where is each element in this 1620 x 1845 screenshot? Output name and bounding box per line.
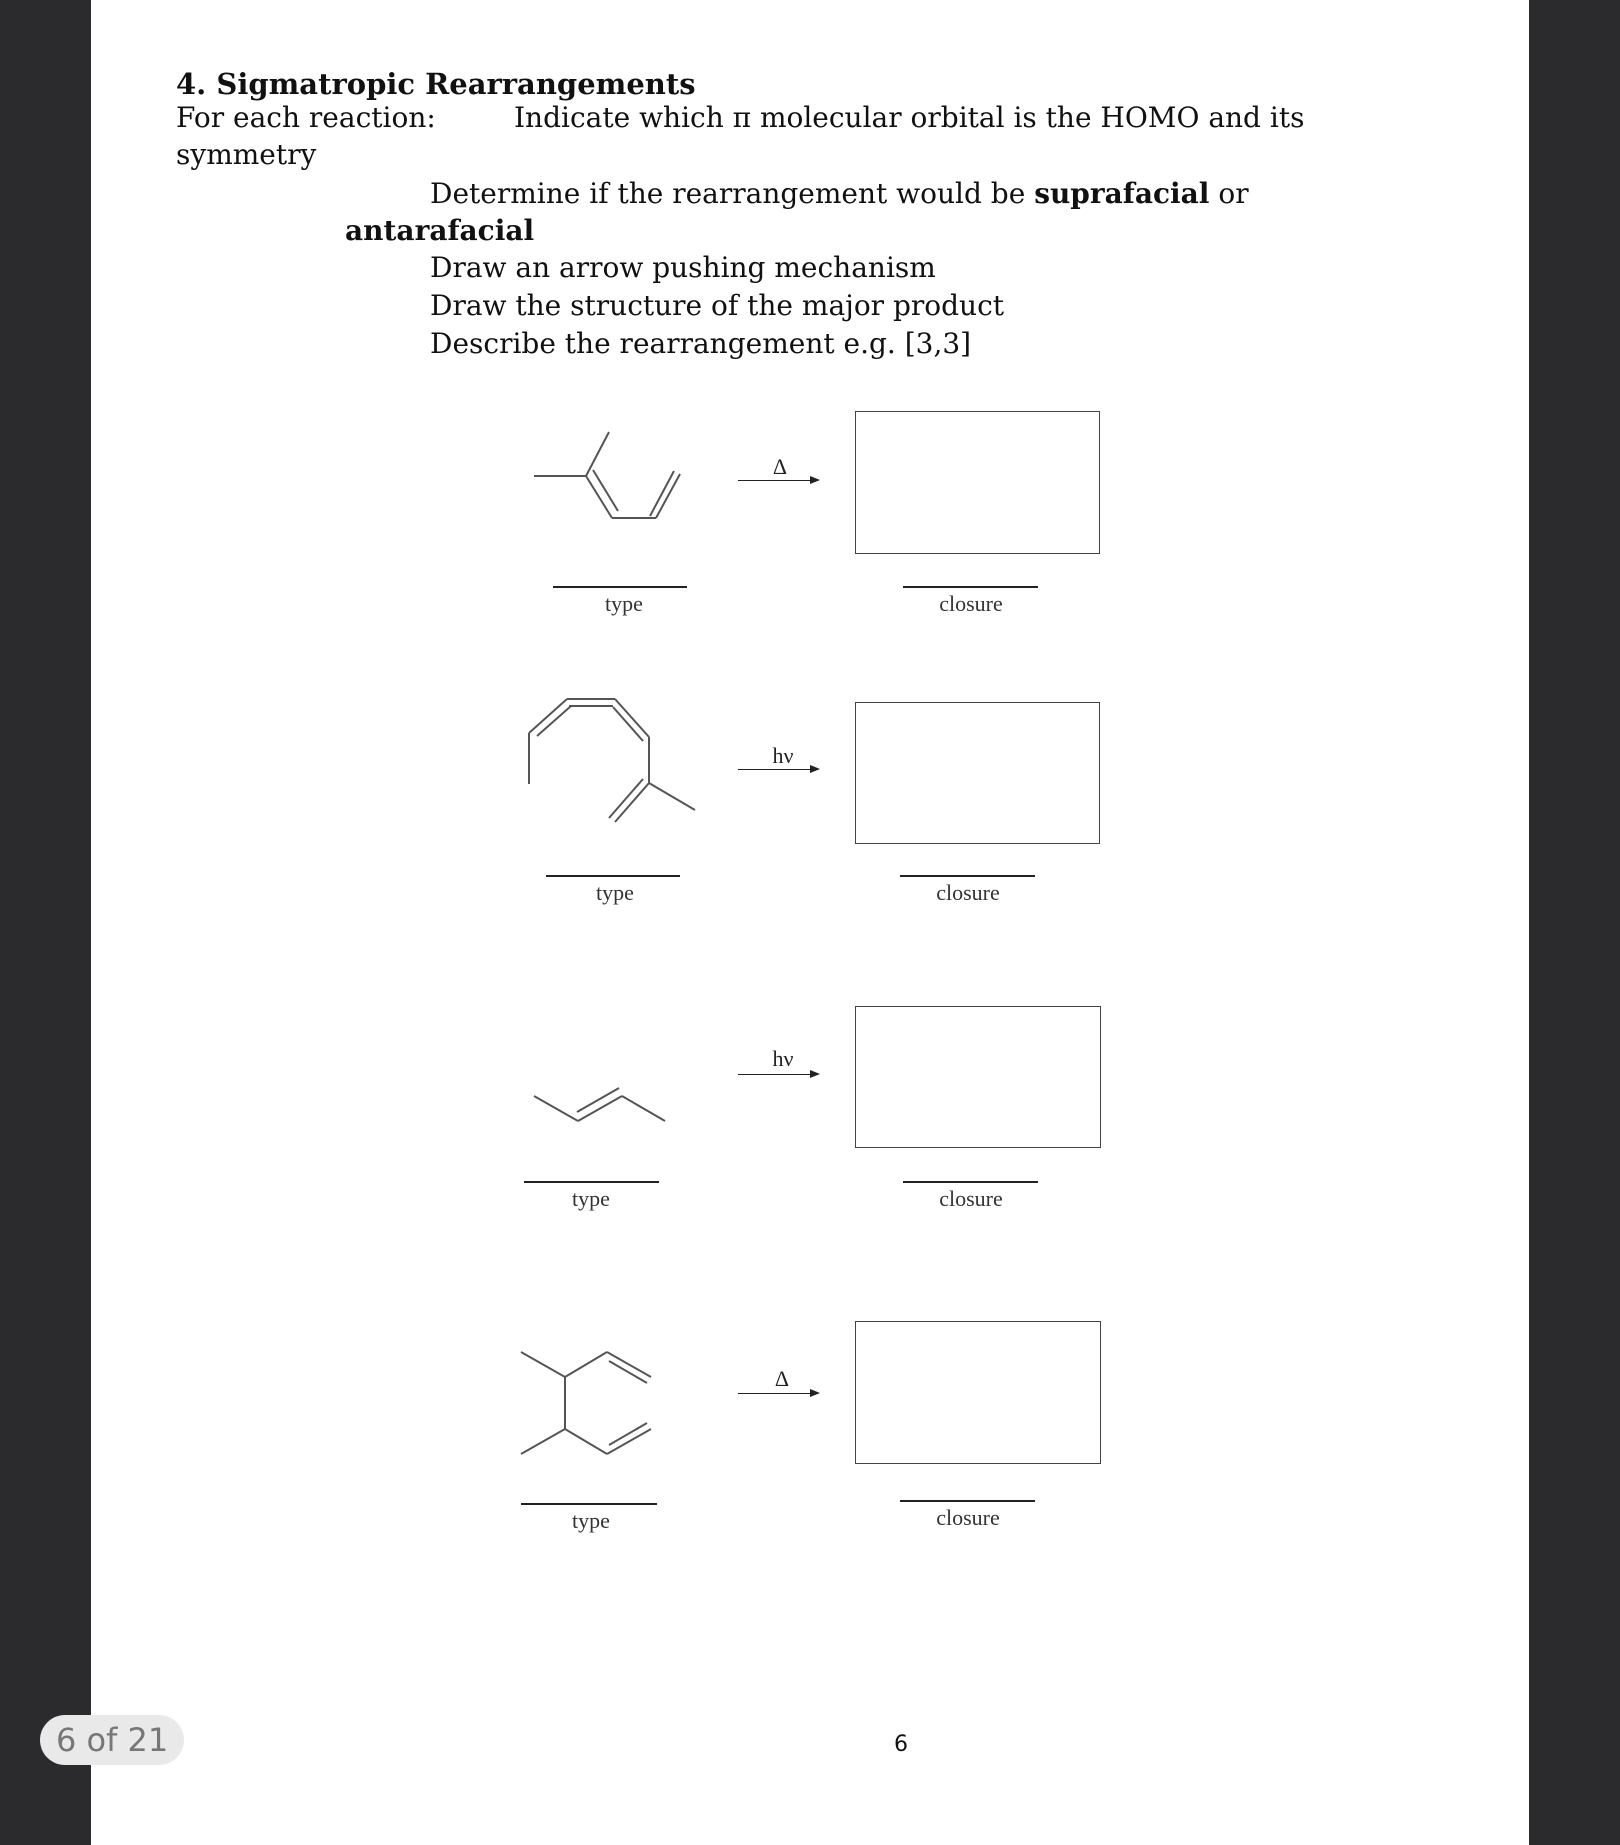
instruction-product: Draw the structure of the major product	[430, 289, 1005, 322]
reaction-3-product-box[interactable]	[855, 1006, 1101, 1148]
page-indicator: 6 of 21	[40, 1715, 184, 1765]
instruction-describe: Describe the rearrangement e.g. [3,3]	[430, 327, 972, 360]
reaction-3-closure-label: closure	[939, 1186, 1003, 1211]
instruction-facial-suprafacial: suprafacial	[1034, 177, 1210, 210]
reaction-2-product-box[interactable]	[855, 702, 1100, 844]
reaction-4-type-blank[interactable]	[521, 1503, 657, 1505]
reaction-3-arrow	[738, 1074, 818, 1075]
reaction-1-type-label: type	[605, 591, 643, 616]
page-number: 6	[894, 1732, 908, 1757]
reaction-4-closure-label: closure	[936, 1505, 1000, 1530]
instruction-facial	[430, 176, 1249, 212]
reaction-3-type-label: type	[572, 1186, 610, 1211]
reaction-1-closure-blank[interactable]	[903, 586, 1038, 588]
reaction-1-closure-label: closure	[939, 591, 1003, 616]
reaction-3-closure-blank[interactable]	[903, 1181, 1038, 1183]
reaction-1-type-blank[interactable]	[553, 586, 687, 588]
instruction-homo: Indicate which π molecular orbital is the HOMO and its	[514, 101, 1305, 134]
instruction-homo-wrap: symmetry	[176, 138, 317, 171]
reaction-1-arrow	[738, 480, 818, 481]
reaction-2-closure-blank[interactable]	[900, 875, 1035, 877]
reaction-4-type-label: type	[572, 1508, 610, 1533]
reaction-2-closure-label: closure	[936, 880, 1000, 905]
reaction-4-condition: Δ	[774, 1366, 790, 1391]
reaction-3-type-blank[interactable]	[524, 1181, 659, 1183]
intro-label: For each reaction:	[176, 101, 436, 134]
document-page	[91, 0, 1529, 1845]
instruction-mechanism: Draw an arrow pushing mechanism	[430, 251, 936, 284]
instruction-facial-antarafacial: antarafacial	[345, 214, 535, 247]
section-heading: 4. Sigmatropic Rearrangements	[176, 67, 696, 101]
reaction-1-product-box[interactable]	[855, 411, 1100, 554]
reaction-4-product-box[interactable]	[855, 1321, 1101, 1464]
instruction-facial-pre: Determine if the rearrangement would be	[430, 177, 1035, 210]
reaction-3-condition: hν	[772, 1046, 794, 1071]
reaction-2-condition: hν	[772, 743, 794, 768]
reaction-4-closure-blank[interactable]	[900, 1500, 1035, 1502]
reaction-4-arrow	[738, 1393, 818, 1394]
instruction-facial-post: or	[1209, 177, 1249, 210]
reaction-2-arrow	[738, 769, 818, 770]
reaction-2-type-blank[interactable]	[546, 875, 680, 877]
reaction-2-type-label: type	[596, 880, 634, 905]
reaction-4-reactant-structure	[91, 0, 92, 1]
reaction-1-condition: Δ	[772, 454, 788, 479]
